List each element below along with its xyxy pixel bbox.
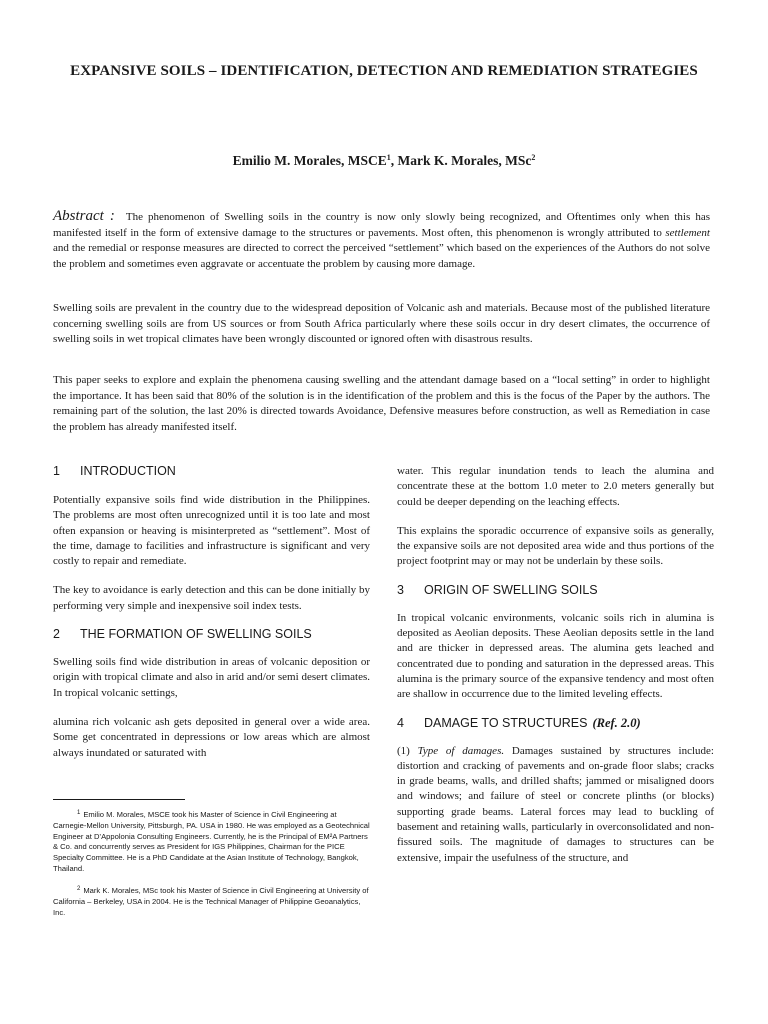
section-3-paragraph-1: In tropical volcanic environments, volcanic soils rich in alumina is deposited as Aeolian deposits. These Aeolian deposits settle in the land and are thicker in depressed areas. The alumina gets leached and concentrated due to ponding and saturation in the depressed areas. This alumina is the primary source of the expansive tendency and most often are shallow in occurrence due to the limited leveling effects. xyxy=(397,611,714,701)
right-column xyxy=(397,464,714,866)
section-2-paragraph-3: water. This regular inundation tends to leach the alumina and concentrate these at the bottom 1.0 meter to 2.0 meters generally but could be deeper depending on the leaching effects. xyxy=(397,465,714,508)
section-4-item-number: (1) xyxy=(397,744,418,757)
footnote-2-number: 2 xyxy=(77,886,81,892)
author-separator: , xyxy=(390,153,398,168)
section-1-number: 1 xyxy=(53,464,60,478)
intro-paragraph-1: Swelling soils are prevalent in the country due to the widespread deposition of Volcanic ash and materials. Because most of the published literature concerning swelling soils are from US sources or from South Africa particularly where these soils occur in dry desert climates, the occurrence of swelling soils in wet tropical climates have been wrongly discounted or ignored often with disastrous results. xyxy=(53,302,710,346)
abstract-label: Abstract : xyxy=(53,208,115,224)
section-4-number: 4 xyxy=(397,715,404,730)
footnote-1-number: 1 xyxy=(77,810,81,816)
section-4-paragraph-1 xyxy=(397,744,714,866)
author-line xyxy=(40,150,728,169)
footnote-1 xyxy=(53,808,371,875)
section-2-title: THE FORMATION OF SWELLING SOILS xyxy=(80,627,312,642)
section-4-heading xyxy=(397,716,714,731)
author-2: Mark K. Morales, MSc xyxy=(397,153,532,168)
abstract-emphasis: settlement xyxy=(665,226,710,239)
abstract-text-after: and the remedial or response measures are directed to correct the perceived “settlement” which based on the experiences of the Authors do not solve the problem and sometimes even aggravate or accentuate the problem by causing more damage. xyxy=(53,242,710,270)
section-4-item-title: Type of damages. xyxy=(417,744,505,757)
section-2-paragraph-2: alumina rich volcanic ash gets deposited in general over a wide area. Some get concentrated in depressions or low areas which are almost always inundated or saturated with xyxy=(53,715,370,759)
footnote-1-text: Emilio M. Morales, MSCE took his Master of Science in Civil Engineering at Carnegie-Mellon University, Pittsburgh, PA. USA in 1980. He was employed as a Geotechnical Engineer at D’Appolonia Consulting Engineers. Currently, he is the Principal of EM²A Partners & Co. and concurrently serves as President for IGS Philippines, Chairman for the PICE Specialty Committee. He is a PhD Candidate at the Asian Institute of Technology, Bangkok, Thailand. xyxy=(53,810,370,873)
section-3-heading xyxy=(397,583,714,598)
abstract-text-before: The phenomenon of Swelling soils in the country is now only slowly being recognized, and Oftentimes only when this has manifested itself in the form of extensive damage to the structures or pavements. Most often, this phenomenon is wrongly attributed to xyxy=(53,211,711,239)
section-2-heading xyxy=(53,627,370,642)
section-1-title: INTRODUCTION xyxy=(80,464,176,478)
section-2-number: 2 xyxy=(53,627,60,642)
footnote-rule xyxy=(53,799,185,800)
footnote-2 xyxy=(53,884,371,918)
section-3-title: ORIGIN OF SWELLING SOILS xyxy=(424,582,598,597)
left-column xyxy=(53,464,370,761)
section-1-heading xyxy=(53,464,370,479)
section-4-item-text: Damages sustained by structures include: distortion and cracking of pavements and on-grade floor slabs; cracks in grade beams, walls, and drilled shafts; jammed or misaligned doors and windows; and failure of steel or concrete plinths (or blocks) supporting grade beams. Lateral forces may lead to buckling of basement and retaining walls, particularly in overconsolidated and non-fissured soils. The magnitude of damages to structures can be extensive, impair the usefulness of the structure, and xyxy=(397,744,714,864)
section-2-paragraph-1: Swelling soils find wide distribution in areas of volcanic deposition or origin with tropical climate and also in arid and/or semi desert climates. In tropical volcanic settings, xyxy=(53,656,370,699)
author-1-footnote-mark: 1 xyxy=(386,153,391,162)
author-2-footnote-mark: 2 xyxy=(531,153,536,162)
author-1: Emilio M. Morales, MSCE xyxy=(232,153,387,168)
intro-paragraph-2: This paper seeks to explore and explain the phenomena causing swelling and the attendant damage based on a “local setting” in order to highlight the importance. It has been said that 80% of the solution is in the identification of the problem and this is the focus of the Paper by the authors. The remaining part of the solution, the last 20% is directed towards Avoidance, Defensive measures before construction, as well as Remediation in case the problem has already manifested itself. xyxy=(53,374,710,433)
section-1-paragraph-2: The key to avoidance is early detection and this can be done initially by performing very simple and inexpensive soil index tests. xyxy=(53,584,370,612)
section-3-number: 3 xyxy=(397,582,404,597)
abstract xyxy=(53,209,710,272)
footnote-2-text: Mark K. Morales, MSc took his Master of Science in Civil Engineering at University of California – Berkeley, USA in 2004. He is the Technical Manager of Philippine Geoanalytics, Inc. xyxy=(53,886,369,917)
section-2-paragraph-4: This explains the sporadic occurrence of expansive soils as generally, the expansive soils are not deposited area wide and thus portions of the project footprint may or may not be underlain by these soils. xyxy=(397,524,714,568)
section-4-title: DAMAGE TO STRUCTURES xyxy=(424,715,588,730)
paper-title: EXPANSIVE SOILS – IDENTIFICATION, DETECTION AND REMEDIATION STRATEGIES xyxy=(70,63,698,79)
section-4-reference: (Ref. 2.0) xyxy=(592,715,641,730)
section-1-paragraph-1: Potentially expansive soils find wide distribution in the Philippines. The problems are most often unrecognized until it is too late and most often expansion or heaving is misinterpreted as “settlement”. Most of the time, damage to facilities and infrastructure is significant and very costly to repair and remediate. xyxy=(53,494,370,568)
